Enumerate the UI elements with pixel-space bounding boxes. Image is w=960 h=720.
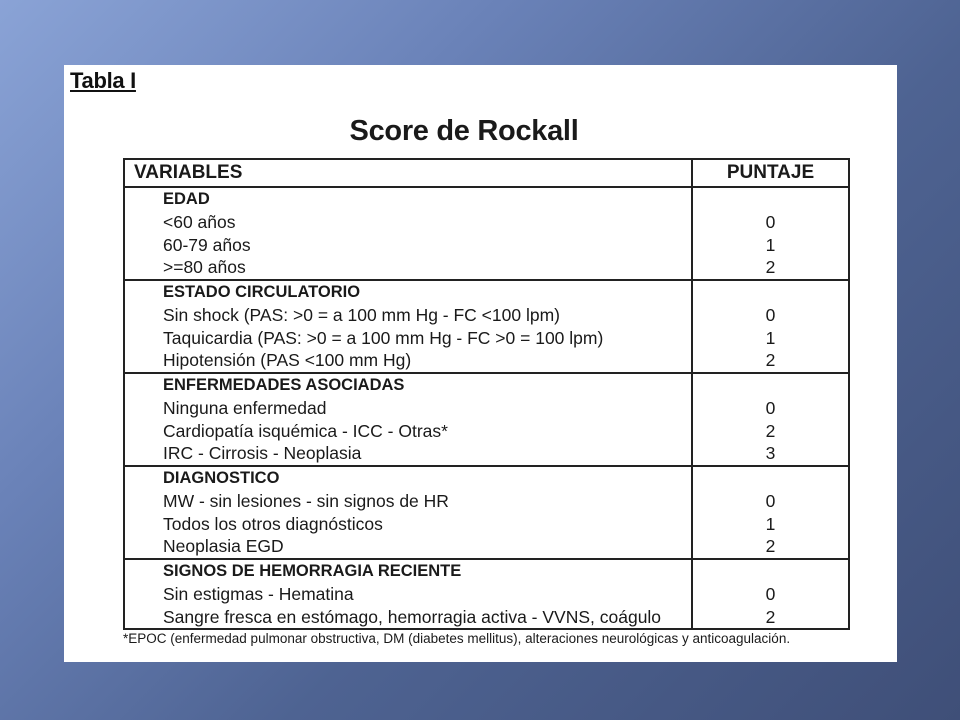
group-enfermedades-asociadas (124, 373, 849, 466)
points-value: 1 (765, 234, 776, 255)
category-label: DIAGNOSTICO (163, 469, 280, 487)
variable-label: IRC - Cirrosis - Neoplasia (163, 443, 362, 464)
variable-label: Hipotensión (PAS <100 mm Hg) (163, 350, 412, 371)
group-estado-circulatorio (124, 280, 849, 373)
points-value: 0 (765, 583, 776, 604)
points-value: 0 (765, 211, 776, 232)
variable-label: 60-79 años (163, 234, 251, 255)
group-variables (124, 466, 692, 559)
category-label: ESTADO CIRCULATORIO (163, 283, 361, 301)
category-label: SIGNOS DE HEMORRAGIA RECIENTE (163, 562, 462, 580)
points-value: 0 (765, 397, 776, 418)
slide-content (64, 65, 897, 662)
points-value: 0 (765, 304, 776, 325)
variable-label: Neoplasia EGD (163, 536, 284, 557)
page-title: Score de Rockall (349, 115, 579, 147)
group-variables (124, 559, 692, 629)
group-points (692, 187, 849, 280)
group-points (692, 466, 849, 559)
points-value: 2 (765, 257, 776, 278)
group-points (692, 559, 849, 629)
category-label: ENFERMEDADES ASOCIADAS (163, 376, 405, 394)
footnote: *EPOC (enfermedad pulmonar obstructiva, DM (diabetes mellitus), alteraciones neurológicas y anticoagulación. (123, 631, 791, 646)
group-signos-hemorragia-reciente (124, 559, 849, 629)
group-diagnostico (124, 466, 849, 559)
points-value: 0 (765, 490, 776, 511)
variable-label: MW - sin lesiones - sin signos de HR (163, 490, 449, 511)
group-variables (124, 373, 692, 466)
table-label: Tabla I (70, 68, 136, 93)
group-points (692, 280, 849, 373)
points-value: 1 (765, 327, 776, 348)
group-points (692, 373, 849, 466)
points-value: 3 (765, 443, 776, 464)
variable-label: <60 años (163, 211, 236, 232)
variable-label: Cardiopatía isquémica - ICC - Otras* (163, 420, 448, 441)
variable-label: Sangre fresca en estómago, hemorragia activa - VVNS, coágulo (163, 606, 662, 627)
points-value: 2 (765, 420, 776, 441)
group-edad (124, 187, 849, 280)
header-variables: VARIABLES (124, 159, 692, 187)
variable-label: Sin estigmas - Hematina (163, 583, 354, 604)
header-puntaje: PUNTAJE (692, 159, 849, 187)
variable-label: >=80 años (163, 257, 246, 278)
points-value: 1 (765, 513, 776, 534)
variable-label: Taquicardia (PAS: >0 = a 100 mm Hg - FC >0 = 100 lpm) (163, 327, 604, 348)
category-label: EDAD (163, 190, 210, 208)
variable-label: Sin shock (PAS: >0 = a 100 mm Hg - FC <100 lpm) (163, 304, 560, 325)
rockall-score-table (123, 158, 850, 630)
points-value: 2 (765, 350, 776, 371)
group-variables (124, 280, 692, 373)
points-value: 2 (765, 536, 776, 557)
variable-label: Ninguna enfermedad (163, 397, 327, 418)
points-value: 2 (765, 606, 776, 627)
variable-label: Todos los otros diagnósticos (163, 513, 383, 534)
table-header-row (124, 159, 849, 187)
group-variables (124, 187, 692, 280)
